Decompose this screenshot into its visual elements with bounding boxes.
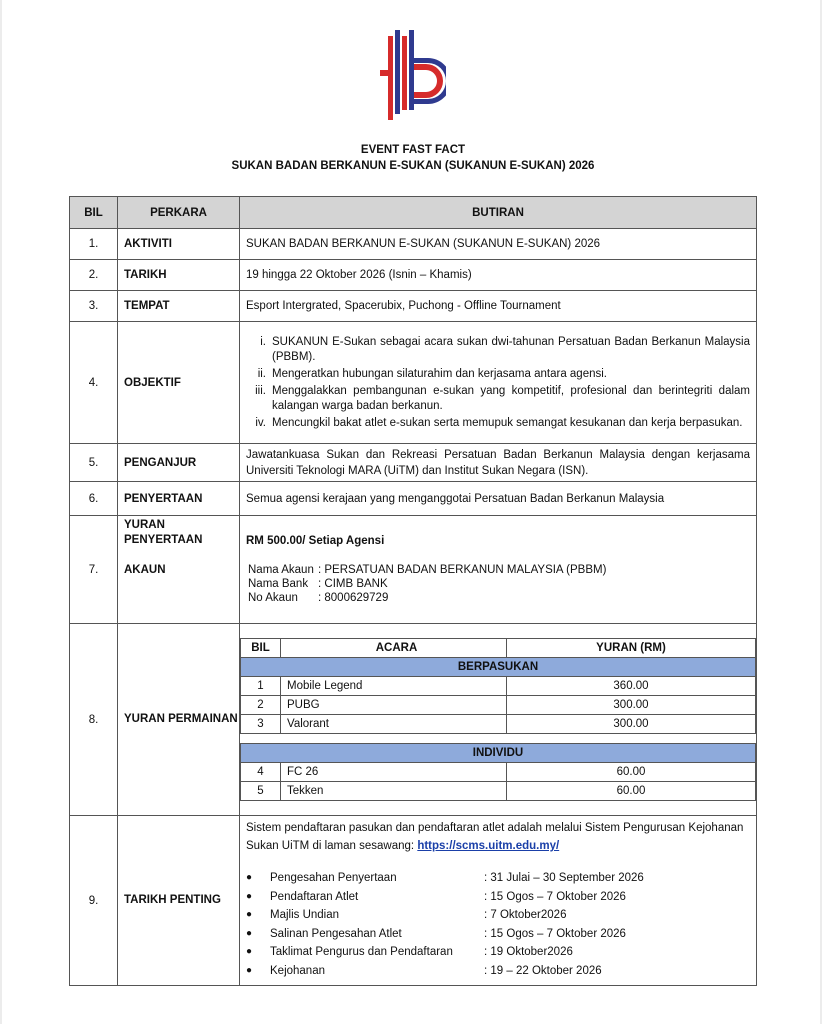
table-row [70, 322, 757, 444]
account-label: No Akaun [248, 591, 298, 604]
row-bil: 3. [70, 291, 118, 322]
row-butiran: 19 hingga 22 Oktober 2026 (Isnin – Khamis) [240, 260, 757, 291]
intro-text: Sistem pendaftaran pasukan dan pendaftaran atlet adalah melalui Sistem Pengurusan Kejohanan Sukan UiTM di laman sesawang: [246, 822, 744, 852]
account-value: : 8000629729 [318, 591, 389, 604]
label-yuran-penyertaan: YURAN PENYERTAAN [124, 519, 203, 546]
fee-acara: FC 26 [281, 763, 507, 782]
row-bil: 5. [70, 444, 118, 482]
table-row [70, 482, 757, 516]
fee-acara: Tekken [281, 782, 507, 801]
date-label: Pendaftaran Atlet [270, 890, 359, 903]
date-value: : 19 Oktober2026 [484, 946, 573, 959]
list-item: iii. Menggalakkan pembangunan e-sukan yang kompetitif, profesional dan berintegriti dalam kalangan warga badan berkanun. [255, 384, 750, 412]
objectives-list [246, 335, 750, 431]
registration-fee: RM 500.00/ Setiap Agensi [246, 534, 385, 547]
fact-table [69, 196, 757, 986]
fee-yuran: 60.00 [507, 763, 756, 782]
fee-acara: Valorant [281, 715, 507, 734]
table-row [70, 516, 757, 624]
important-dates [246, 869, 750, 981]
label-akaun: AKAUN [124, 564, 166, 576]
fee-bil: 4 [241, 763, 281, 782]
row-bil: 7. [70, 516, 118, 624]
list-item: ii. Mengeratkan hubungan silaturahim dan kerjasama antara agensi. [257, 367, 607, 380]
header-butiran: BUTIRAN [240, 197, 757, 229]
fee-bil: 1 [241, 677, 281, 696]
section-berpasukan: BERPASUKAN [241, 658, 756, 677]
account-label: Nama Akaun [248, 563, 314, 576]
date-value: : 31 Julai – 30 September 2026 [484, 872, 644, 884]
bullet-icon: ● [246, 927, 253, 939]
fee-acara: Mobile Legend [281, 677, 507, 696]
date-value: : 15 Ogos – 7 Oktober 2026 [484, 927, 626, 940]
document-subtitle: SUKAN BADAN BERKANUN E-SUKAN (SUKANUN E-SUKAN) 2026 [231, 160, 595, 172]
account-value: : CIMB BANK [318, 577, 388, 590]
fee-header-yuran: YURAN (RM) [507, 639, 756, 658]
fee-table-cell [240, 624, 757, 816]
fee-yuran: 300.00 [507, 715, 756, 734]
header-bil: BIL [70, 197, 118, 229]
fee-yuran: 60.00 [507, 782, 756, 801]
date-label: Taklimat Pengurus dan Pendaftaran [270, 946, 453, 959]
objectives-cell [240, 322, 757, 444]
list-item: iv. Mencungkil bakat atlet e-sukan serta memupuk semangat kesukanan dan kerja berpasukan. [255, 416, 743, 429]
row-bil: 9. [70, 816, 118, 986]
row-butiran: Semua agensi kerajaan yang menganggotai Persatuan Badan Berkanun Malaysia [240, 482, 757, 516]
date-label: Majlis Undian [270, 909, 340, 922]
table-row [70, 816, 757, 986]
header-perkara: PERKARA [118, 197, 240, 229]
row-bil: 1. [70, 229, 118, 260]
fee-table [240, 638, 756, 801]
table-row [70, 229, 757, 260]
dates-cell [240, 816, 757, 986]
fee-table-header [241, 639, 756, 658]
table-row [70, 444, 757, 482]
row-perkara [118, 516, 240, 624]
fee-bil: 3 [241, 715, 281, 734]
row-perkara: TARIKH [118, 260, 240, 291]
row-butiran: SUKAN BADAN BERKANUN E-SUKAN (SUKANUN E-SUKAN) 2026 [240, 229, 757, 260]
section-individu: INDIVIDU [241, 744, 756, 763]
row-perkara: TARIKH PENTING [118, 816, 240, 986]
bullet-icon: ● [246, 964, 253, 976]
table-row [70, 260, 757, 291]
fact-table-header [70, 197, 757, 229]
row-perkara: AKTIVITI [118, 229, 240, 260]
row-butiran: Jawatankuasa Sukan dan Rekreasi Persatuan Badan Berkanun Malaysia dengan kerjasama Universiti Teknologi MARA (UiTM) dan Institut Sukan Negara (ISN). [240, 444, 757, 482]
fee-row [241, 715, 756, 734]
fee-yuran: 360.00 [507, 677, 756, 696]
row-perkara: YURAN PERMAINAN [118, 624, 240, 816]
fee-row [241, 763, 756, 782]
row-bil: 2. [70, 260, 118, 291]
date-value: : 15 Ogos – 7 Oktober 2026 [484, 890, 626, 903]
document-title: EVENT FAST FACT [360, 144, 466, 156]
date-label: Salinan Pengesahan Atlet [270, 927, 402, 940]
fee-header-acara: ACARA [281, 639, 507, 658]
bullet-icon: ● [246, 872, 253, 883]
fee-cell [240, 516, 757, 624]
date-value: : 7 Oktober2026 [484, 909, 567, 922]
table-row [70, 291, 757, 322]
row-butiran: Esport Intergrated, Spacerubix, Puchong - Offline Tournament [240, 291, 757, 322]
table-row [70, 624, 757, 816]
fee-header-bil: BIL [241, 639, 281, 658]
row-bil: 6. [70, 482, 118, 516]
bullet-icon: ● [246, 909, 253, 921]
fee-bil: 5 [241, 782, 281, 801]
pbbm-logo-icon [380, 30, 446, 120]
scms-link[interactable]: https://scms.uitm.edu.my/ [417, 840, 560, 852]
fee-yuran: 300.00 [507, 696, 756, 715]
fee-acara: PUBG [281, 696, 507, 715]
row-bil: 8. [70, 624, 118, 816]
fee-row [241, 696, 756, 715]
row-perkara: PENYERTAAN [118, 482, 240, 516]
fee-row [241, 782, 756, 801]
row-bil: 4. [70, 322, 118, 444]
registration-intro [246, 819, 750, 855]
fee-bil: 2 [241, 696, 281, 715]
account-value: : PERSATUAN BADAN BERKANUN MALAYSIA (PBBM) [318, 563, 607, 576]
bullet-icon: ● [246, 946, 253, 958]
account-label: Nama Bank [248, 577, 309, 590]
row-perkara: PENGANJUR [118, 444, 240, 482]
row-perkara: TEMPAT [118, 291, 240, 322]
date-label: Pengesahan Penyertaan [270, 872, 397, 884]
date-label: Kejohanan [270, 964, 325, 977]
row-perkara: OBJEKTIF [118, 322, 240, 444]
list-item: i. SUKANUN E-Sukan sebagai acara sukan dwi-tahunan Persatuan Badan Berkanun Malaysia (PBBM). [260, 335, 750, 363]
account-details [248, 563, 750, 605]
fee-row [241, 677, 756, 696]
date-value: : 19 – 22 Oktober 2026 [484, 964, 602, 977]
bullet-icon: ● [246, 890, 253, 902]
